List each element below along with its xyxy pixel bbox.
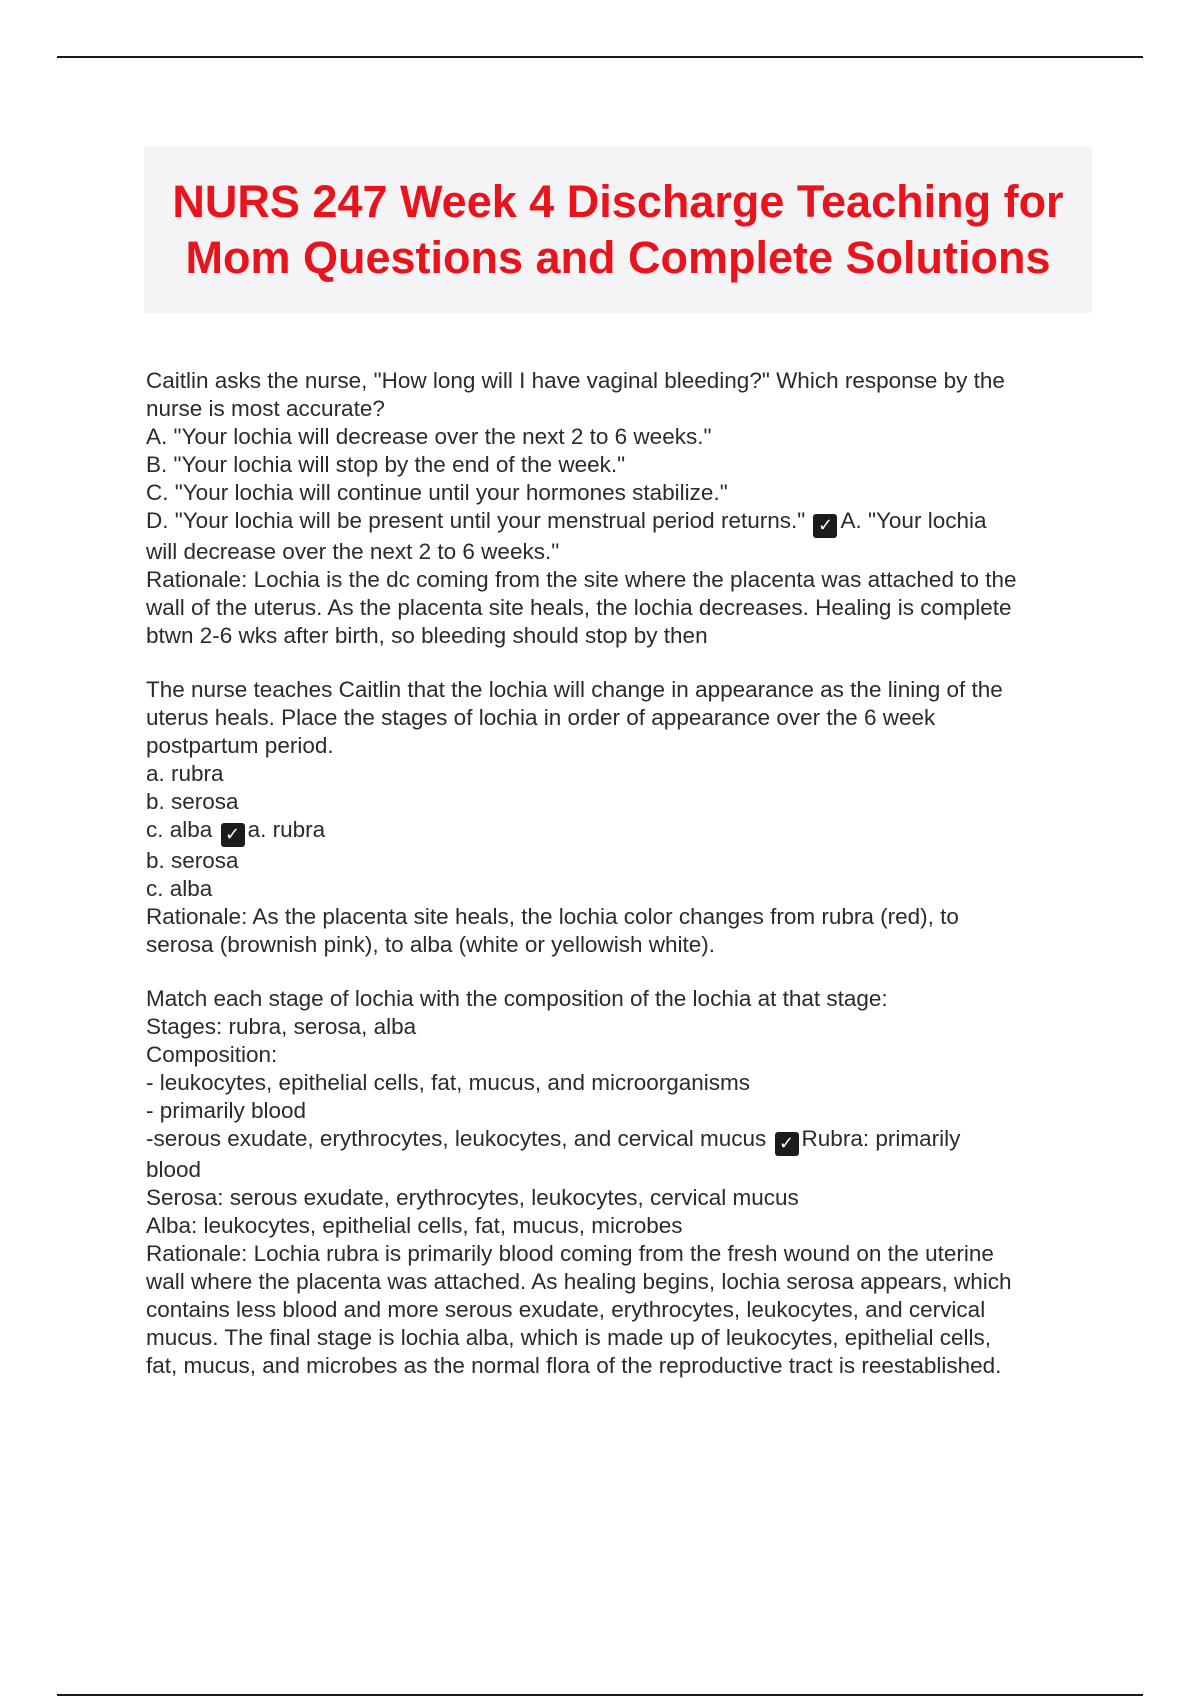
correct-answer: Rubra: primarily xyxy=(801,1126,961,1151)
correct-answer: c. alba xyxy=(146,876,213,901)
correct-answer: a. rubra xyxy=(247,817,326,842)
answer-option: D. "Your lochia will be present until your menstrual period returns." xyxy=(146,508,806,533)
correct-answer: Serosa: serous exudate, erythrocytes, leukocytes, cervical mucus xyxy=(146,1185,799,1210)
checkbox-check-icon: ✓ xyxy=(813,514,837,538)
rationale-text: contains less blood and more serous exudate, erythrocytes, leukocytes, and cervical xyxy=(146,1297,986,1322)
answer-option: Stages: rubra, serosa, alba xyxy=(146,1014,417,1039)
rationale-text: mucus. The final stage is lochia alba, which is made up of leukocytes, epithelial cells, xyxy=(146,1325,992,1350)
correct-answer: b. serosa xyxy=(146,848,239,873)
rationale-text: Rationale: Lochia rubra is primarily blood coming from the fresh wound on the uterine xyxy=(146,1241,994,1266)
correct-answer: blood xyxy=(146,1157,202,1182)
rationale-text: wall where the placenta was attached. As healing begins, lochia serosa appears, which xyxy=(146,1269,1012,1294)
answer-option: a. rubra xyxy=(146,761,224,786)
answer-option: -serous exudate, erythrocytes, leukocytes, and cervical mucus xyxy=(146,1126,767,1151)
checkbox-check-icon: ✓ xyxy=(775,1132,799,1156)
correct-answer: A. "Your lochia xyxy=(840,508,987,533)
answer-option: A. "Your lochia will decrease over the next 2 to 6 weeks." xyxy=(146,424,712,449)
question-block xyxy=(146,367,1086,650)
bottom-rule xyxy=(57,1694,1143,1696)
rationale-text: wall of the uterus. As the placenta site heals, the lochia decreases. Healing is complete xyxy=(146,595,1012,620)
answer-option: B. "Your lochia will stop by the end of the week." xyxy=(146,452,626,477)
answer-option-with-key xyxy=(146,507,1086,538)
answer-option: c. alba xyxy=(146,817,213,842)
question-text: Caitlin asks the nurse, "How long will I have vaginal bleeding?" Which response by the xyxy=(146,368,1005,393)
answer-option: - primarily blood xyxy=(146,1098,307,1123)
answer-option: b. serosa xyxy=(146,789,239,814)
correct-answer: will decrease over the next 2 to 6 weeks." xyxy=(146,539,560,564)
top-rule xyxy=(57,56,1143,58)
question-text: postpartum period. xyxy=(146,733,334,758)
qa-content xyxy=(146,367,1086,1406)
rationale-text: btwn 2-6 wks after birth, so bleeding should stop by then xyxy=(146,623,708,648)
rationale-text: serosa (brownish pink), to alba (white or yellowish white). xyxy=(146,932,715,957)
question-text: The nurse teaches Caitlin that the lochia will change in appearance as the lining of the xyxy=(146,677,1003,702)
question-text: Match each stage of lochia with the composition of the lochia at that stage: xyxy=(146,986,888,1011)
rationale-text: Rationale: Lochia is the dc coming from the site where the placenta was attached to the xyxy=(146,567,1017,592)
question-block xyxy=(146,676,1086,959)
answer-option-with-key xyxy=(146,816,1086,847)
title-banner xyxy=(144,146,1092,313)
question-text: nurse is most accurate? xyxy=(146,396,385,421)
answer-option: Composition: xyxy=(146,1042,278,1067)
answer-option: C. "Your lochia will continue until your hormones stabilize." xyxy=(146,480,728,505)
document-title: NURS 247 Week 4 Discharge Teaching for Mom Questions and Complete Solutions xyxy=(172,175,1064,283)
answer-option: - leukocytes, epithelial cells, fat, mucus, and microorganisms xyxy=(146,1070,750,1095)
rationale-text: fat, mucus, and microbes as the normal flora of the reproductive tract is reestablished. xyxy=(146,1353,1002,1378)
correct-answer: Alba: leukocytes, epithelial cells, fat, mucus, microbes xyxy=(146,1213,683,1238)
rationale-text: Rationale: As the placenta site heals, the lochia color changes from rubra (red), to xyxy=(146,904,959,929)
question-text: uterus heals. Place the stages of lochia in order of appearance over the 6 week xyxy=(146,705,936,730)
checkbox-check-icon: ✓ xyxy=(221,823,245,847)
answer-option-with-key xyxy=(146,1125,1086,1156)
question-block xyxy=(146,985,1086,1380)
